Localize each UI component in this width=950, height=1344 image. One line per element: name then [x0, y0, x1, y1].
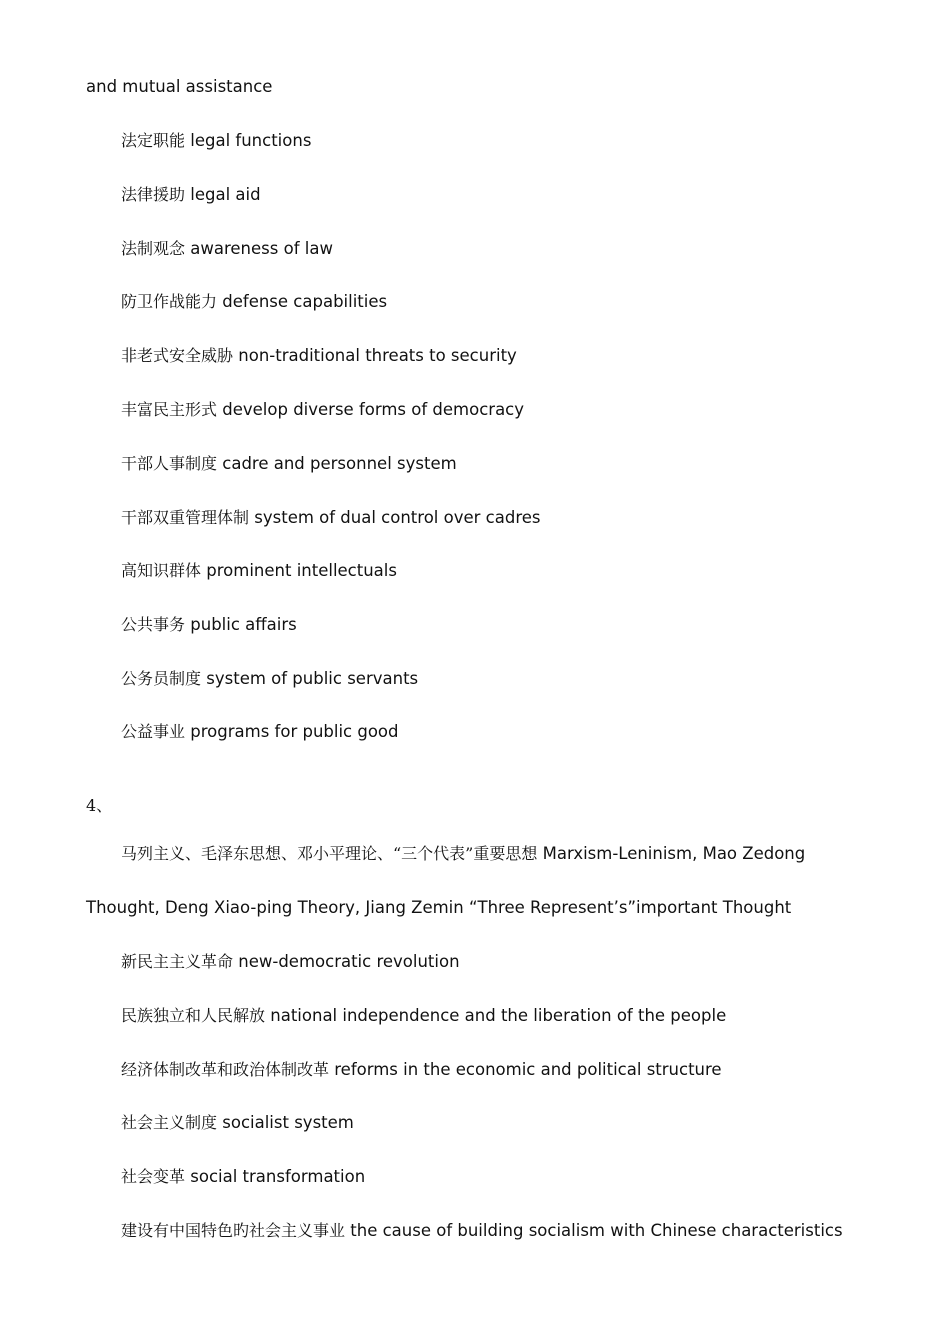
entry-english-term: public affairs [190, 615, 297, 634]
entry-chinese-term: 马列主义、毛泽东思想、邓小平理论、“三个代表”重要思想 [121, 844, 538, 863]
glossary-entry [121, 507, 541, 529]
glossary-entry [121, 1112, 354, 1134]
entry-chinese-term: 民族独立和人民解放 [121, 1006, 266, 1025]
entry-chinese-term: 公益事业 [121, 722, 186, 741]
entry-chinese-term: 非老式安全威胁 [121, 346, 234, 365]
entry-english-term: social transformation [190, 1167, 366, 1186]
entry-chinese-term: 高知识群体 [121, 561, 202, 580]
entry-chinese-term: 社会主义制度 [121, 1113, 218, 1132]
entry-chinese-term: 法制观念 [121, 239, 186, 258]
glossary-entry [121, 1059, 722, 1081]
entry-english-term: prominent intellectuals [206, 561, 397, 580]
entry-english-term: defense capabilities [222, 292, 388, 311]
entry-english-term: develop diverse forms of democracy [222, 400, 525, 419]
glossary-entry [121, 130, 311, 152]
glossary-entry [121, 238, 333, 260]
entry-chinese-term: 丰富民主形式 [121, 400, 218, 419]
glossary-entry [121, 560, 397, 582]
entry-english-term: socialist system [222, 1113, 354, 1132]
section-heading [86, 795, 112, 817]
entry-english-term: system of dual control over cadres [254, 508, 541, 527]
glossary-entry [121, 951, 460, 973]
glossary-entry [121, 1005, 726, 1027]
glossary-entry [121, 614, 297, 636]
entry-chinese-term: 干部人事制度 [121, 454, 218, 473]
entry-english-term: system of public servants [206, 669, 419, 688]
entry-chinese-term: 法定职能 [121, 131, 186, 150]
entry-english-term: programs for public good [190, 722, 399, 741]
entry-english-term: legal aid [190, 185, 261, 204]
entry-english-term: awareness of law [190, 239, 333, 258]
entry-english-term: the cause of building socialism with Chinese characteristics [350, 1221, 843, 1240]
entry-chinese-term: 社会变革 [121, 1167, 186, 1186]
entry-chinese-term: 干部双重管理体制 [121, 508, 250, 527]
entry-chinese-term: 公务员制度 [121, 669, 202, 688]
entry-english-term: legal functions [190, 131, 312, 150]
glossary-entry [121, 721, 399, 743]
entry-english-term: national independence and the liberation of the people [270, 1006, 727, 1025]
glossary-entry [121, 345, 517, 367]
entry-chinese-term: 经济体制改革和政治体制改革 [121, 1060, 330, 1079]
glossary-entry-long-continuation [86, 897, 791, 919]
entry-english-term: Marxism-Leninism, Mao Zedong [542, 844, 806, 863]
continuation-text: and mutual assistance [86, 77, 273, 96]
entry-chinese-term: 公共事务 [121, 615, 186, 634]
entry-english-term: cadre and personnel system [222, 454, 457, 473]
entry-chinese-term: 建设有中国特色旳社会主义事业 [121, 1221, 346, 1240]
glossary-entry [121, 1166, 365, 1188]
continuation-line [86, 76, 272, 98]
entry-english-term: non-traditional threats to security [238, 346, 517, 365]
entry-chinese-term: 法律援助 [121, 185, 186, 204]
section-number: 4、 [86, 796, 113, 815]
entry-english-term: reforms in the economic and political structure [334, 1060, 722, 1079]
glossary-entry [121, 184, 261, 206]
entry-chinese-term: 防卫作战能力 [121, 292, 218, 311]
entry-chinese-term: 新民主主义革命 [121, 952, 234, 971]
glossary-entry [121, 453, 457, 475]
glossary-entry [121, 399, 524, 421]
entry-english-term: new-democratic revolution [238, 952, 460, 971]
entry-english-term-continuation: Thought, Deng Xiao-ping Theory, Jiang Zemin “Three Represent’s”important Thought [86, 898, 792, 917]
glossary-entry [121, 1220, 843, 1242]
glossary-entry-long [121, 843, 805, 865]
glossary-entry [121, 668, 418, 690]
glossary-entry [121, 291, 387, 313]
